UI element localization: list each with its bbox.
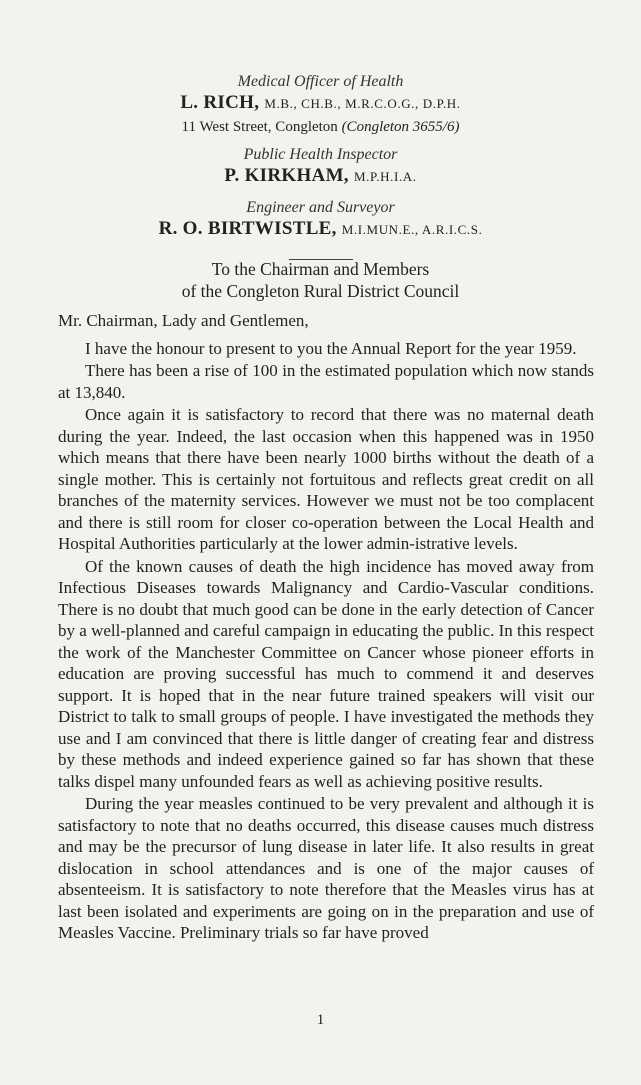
mo-phone: (Congleton 3655/6) [341, 119, 460, 135]
salutation: Mr. Chairman, Lady and Gentlemen, [58, 311, 309, 330]
engineer-qualifications: M.I.MUN.E., A.R.I.C.S. [341, 222, 483, 237]
mo-address: 11 West Street, Congleton [181, 119, 338, 135]
phi-role: Public Health Inspector [243, 146, 398, 163]
paragraph-causes-of-death: Of the known causes of death the high incidence has moved away from Infectious Diseases towards Malignancy and Cardio-Vascular conditions. There is no doubt that much good can be done in the early detection of Cancer by a well-planned and careful campaign in educating the public. In this respect the work of the Manchester Committee on Cancer whose pioneer efforts in education are proving successful has much to commend it and deserves support. It is hoped that in the near future trained speakers will visit our District to talk to small groups of people. I have investigated the methods they use and I am convinced that there is little danger of creating fear and distress by these methods and indeed experience gained so far has shown that these talks dispel many unfounded fears as well as achieving positive results. [58, 556, 594, 791]
phi-name: P. KIRKHAM, [224, 165, 349, 186]
addressee-line-1: To the Chairman and Members [211, 259, 430, 279]
mo-role: Medical Officer of Health [237, 73, 404, 90]
mo-name: L. RICH, [180, 92, 260, 113]
page-number: 1 [316, 1012, 325, 1028]
mo-qualifications: M.B., CH.B., M.R.C.O.G., D.P.H. [264, 96, 461, 111]
engineer-name-line [0, 218, 641, 241]
phi-name-line [0, 165, 641, 188]
paragraph-population: There has been a rise of 100 in the estimated population which now stands at 13,840. [58, 361, 594, 402]
addressee-line-2: of the Congleton Rural District Council [181, 281, 460, 301]
paragraph-maternal-deaths: Once again it is satisfactory to record that there was no maternal death during the year. Indeed, the last occasion when this happened was in 1950 which means that there have been nearly 1000 births without the death of a single mother. This is certainly not fortuitous and reflects great credit on all branches of the maternity services. However we must not be too complacent and there is still room for closer co-operation between the Local Health and Hospital Authorities particularly at the lower admin-istrative levels. [58, 405, 594, 553]
engineer-name: R. O. BIRTWISTLE, [158, 218, 337, 239]
engineer-role: Engineer and Surveyor [246, 199, 395, 216]
mo-address-line [0, 117, 641, 137]
paragraph-measles: During the year measles continued to be very prevalent and although it is satisfactory to note that no deaths occurred, this disease causes much distress and may be the precursor of lung disease in later life. It also results in great dislocation in school attendances and is one of the major causes of absenteeism. It is satisfactory to note therefore that the Measles virus has at last been isolated and experiments are going on in the preparation and use of Measles Vaccine. Preliminary trials so far have proved [58, 794, 594, 942]
mo-name-line [0, 92, 641, 115]
phi-qualifications: M.P.H.I.A. [353, 169, 417, 184]
letterhead [0, 72, 641, 260]
letter-body [58, 310, 594, 945]
addressee-block [0, 258, 641, 302]
paragraph-report-intro: I have the honour to present to you the Annual Report for the year 1959. [85, 338, 577, 358]
